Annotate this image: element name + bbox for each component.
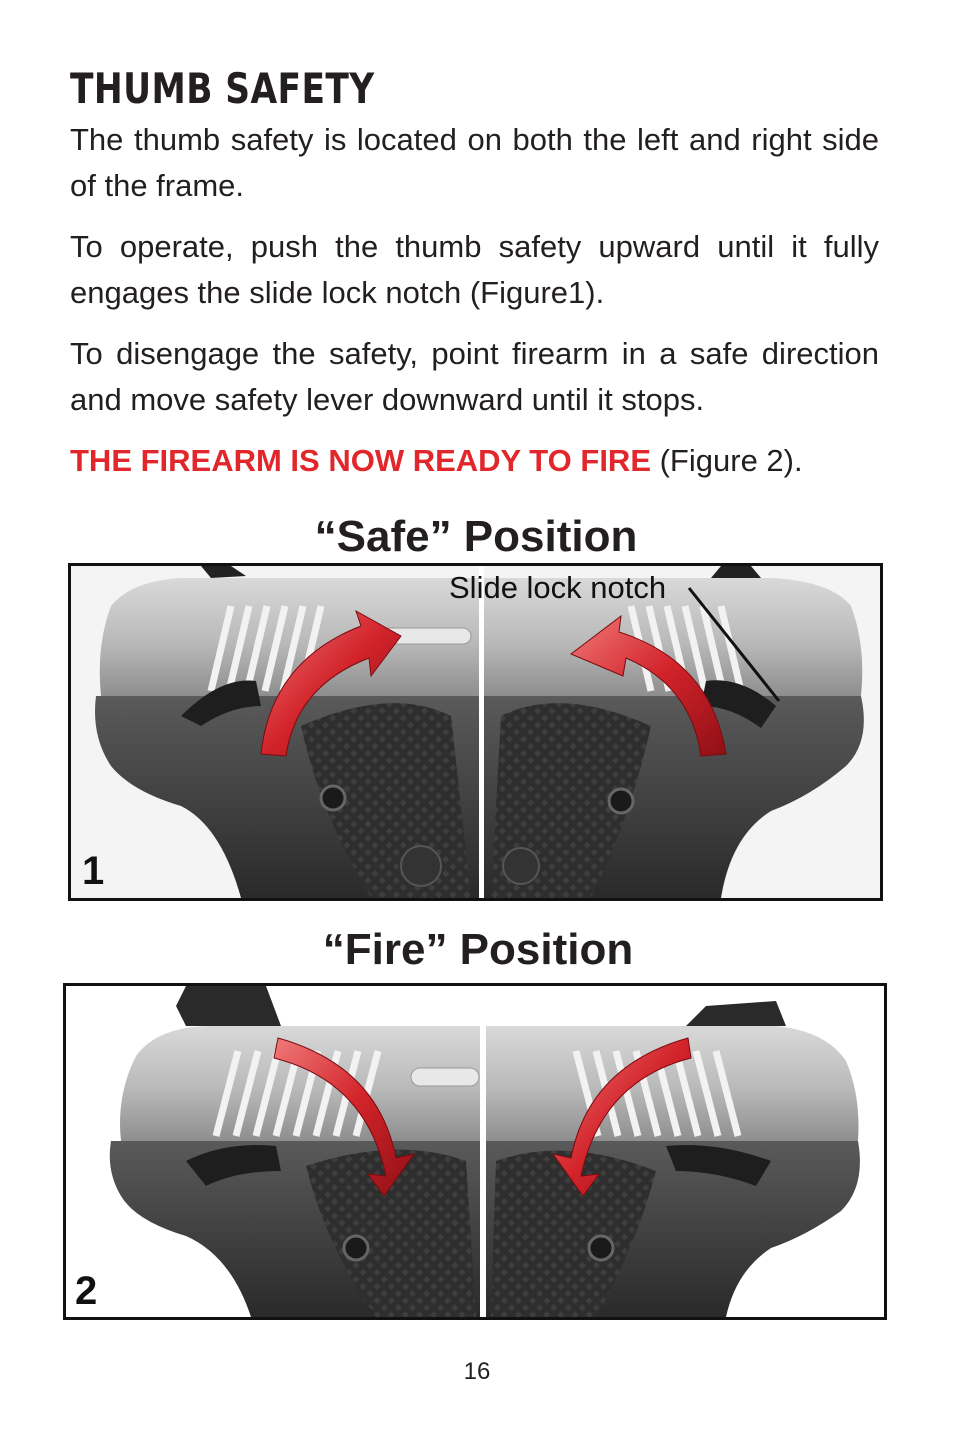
paragraph-operate: To operate, push the thumb safety upward until it fully engages the slide lock notch (Figure1). <box>70 229 879 310</box>
paragraph-disengage: To disengage the safety, point firearm in a safe direction and move safety lever downward until it stops. <box>70 336 879 417</box>
ready-to-fire-alert: THE FIREARM IS NOW READY TO FIRE <box>70 443 651 478</box>
figure-1-safe-position <box>68 563 883 901</box>
ready-figure-ref: (Figure 2). <box>651 443 803 478</box>
paragraph-location: The thumb safety is located on both the left and right side of the frame. <box>70 122 879 203</box>
figure-1-title: “Safe” Position <box>314 512 638 561</box>
figure-2-fire-position <box>63 983 887 1320</box>
paragraph-ready <box>70 438 879 484</box>
safe-position-illustration <box>71 566 880 898</box>
figure-1-number: 1 <box>82 849 105 893</box>
fire-position-illustration <box>66 986 884 1317</box>
slide-lock-notch-label: Slide lock notch <box>449 570 667 605</box>
page-number: 16 <box>463 1358 491 1385</box>
section-heading: THUMB SAFETY <box>70 64 375 113</box>
figure-2-title: “Fire” Position <box>322 925 634 974</box>
figure-2-number: 2 <box>75 1269 98 1313</box>
